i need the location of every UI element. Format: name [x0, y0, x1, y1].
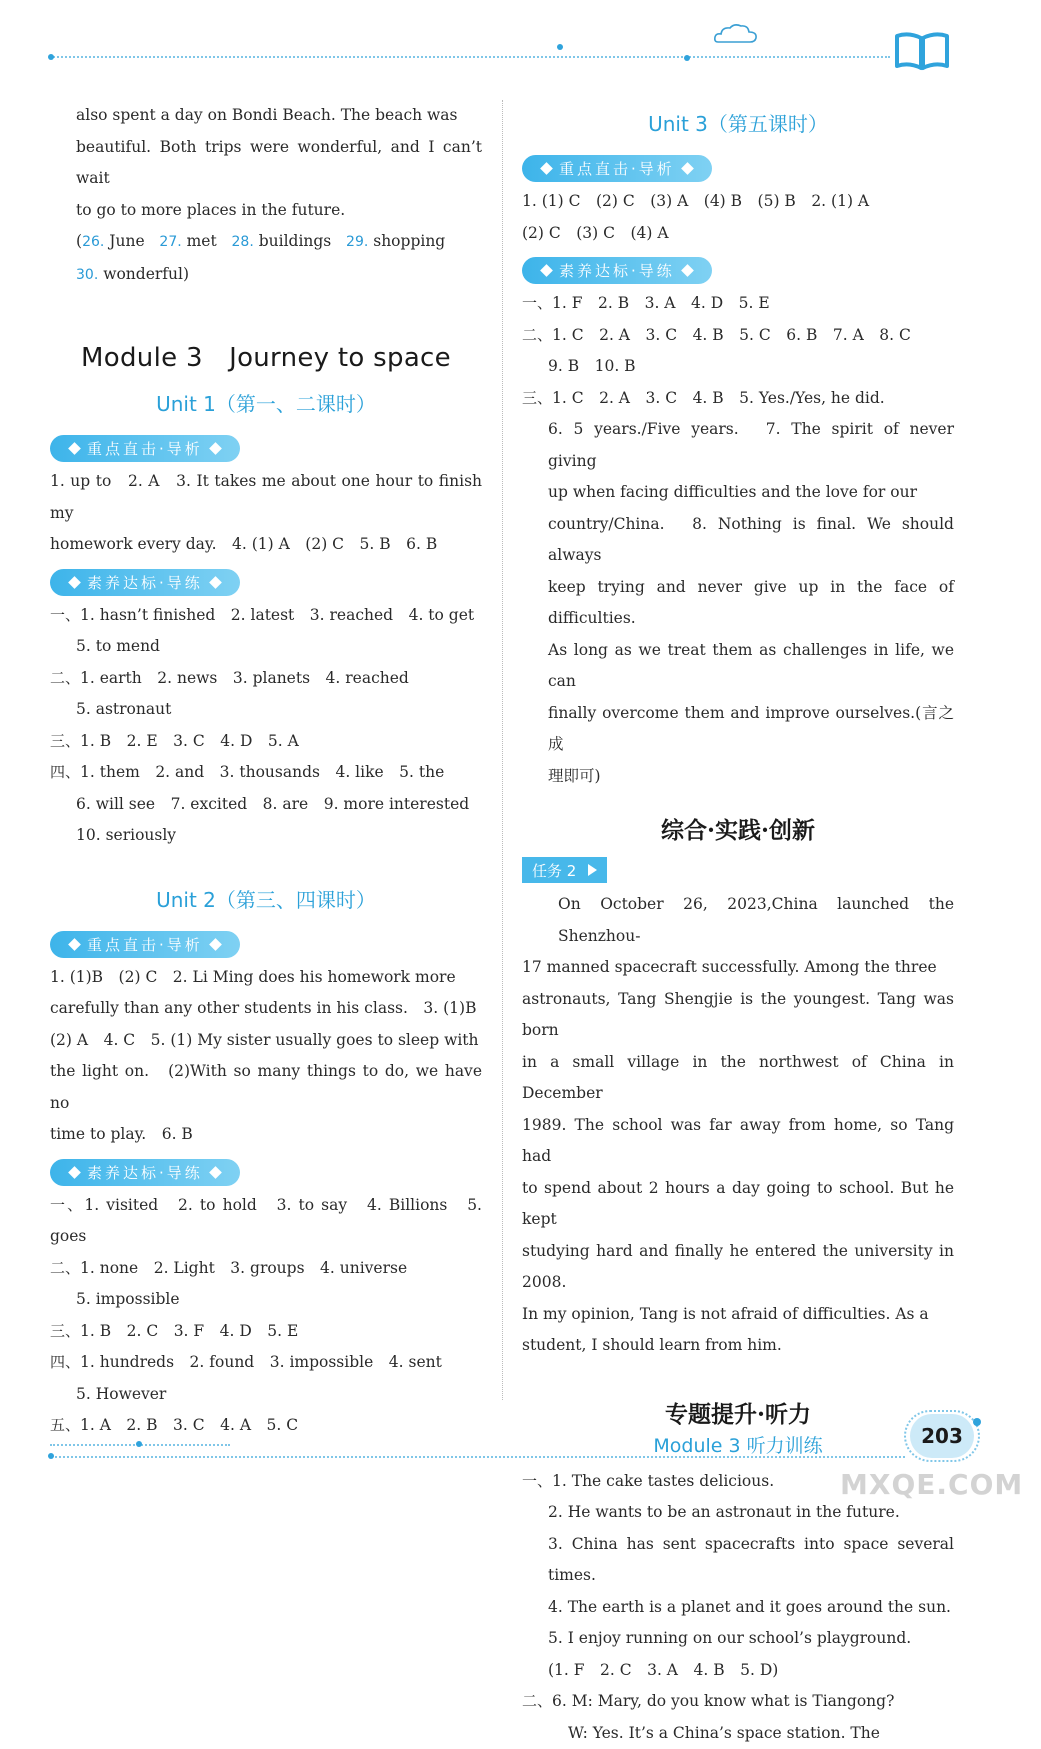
diamond-icon: [68, 938, 81, 951]
section-label: 三、: [50, 732, 80, 750]
answer-row: [50, 1379, 482, 1411]
answer-line: 1. (1) C (2) C (3) A (4) B (5) B 2. (1) A: [522, 186, 954, 218]
answer-number: 30.: [76, 267, 98, 283]
left-column: [50, 100, 482, 1442]
answer-line: 6. 5 years./Five years. 7. The spirit of never giving: [522, 414, 954, 477]
essay-line: student, I should learn from him.: [522, 1330, 954, 1362]
answer-line: finally overcome them and improve ourselves.(言之成: [522, 698, 954, 761]
answer-line: As long as we treat them as challenges in life, we can: [522, 635, 954, 698]
badge-label: 素养达标·导练: [87, 1162, 203, 1183]
unit1-badge-practice: [50, 569, 240, 596]
answer-line: carefully than any other students in his class. 3. (1)B: [50, 993, 482, 1025]
section-label: 一、: [50, 606, 80, 624]
answer-text: 1. F 2. B 3. A 4. D 5. E: [552, 294, 770, 312]
answer-text: 9. B 10. B: [548, 357, 636, 375]
answer-number: 27.: [159, 234, 181, 250]
answer-row: [50, 726, 482, 758]
listening-row: 3. China has sent spacecrafts into space several times.: [522, 1529, 954, 1592]
answer-text: 1. C 2. A 3. C 4. B 5. C 6. B 7. A 8. C: [552, 326, 911, 344]
right-column: [522, 100, 954, 1749]
footer-dot: [48, 1453, 54, 1459]
page-number: 203: [910, 1414, 974, 1458]
cloud-icon: [712, 22, 760, 46]
header-dot: [48, 54, 54, 60]
diamond-icon: [68, 442, 81, 455]
answer-row: [50, 694, 482, 726]
answer-text: 1. visited 2. to hold 3. to say 4. Billions 5. goes: [50, 1196, 482, 1246]
watermark: MXQE.COM: [840, 1468, 1023, 1501]
section-label: 一、: [522, 294, 552, 312]
paren-open: (: [76, 232, 82, 250]
spacer: [522, 792, 954, 812]
answer-text: 6. will see 7. excited 8. are 9. more interested: [76, 795, 469, 813]
answer-number: 29.: [346, 234, 368, 250]
footer-dotted-line: [50, 1456, 905, 1458]
listening-row: 4. The earth is a planet and it goes around the sun.: [522, 1592, 954, 1624]
answer-text: buildings: [259, 232, 332, 250]
answer-text: 1. B 2. C 3. F 4. D 5. E: [80, 1322, 298, 1340]
diamond-icon: [209, 1166, 222, 1179]
answer-line: the light on. (2)With so many things to do, we have no: [50, 1056, 482, 1119]
answer-row: [522, 320, 954, 352]
answer-row: [50, 1410, 482, 1442]
module-title: Module 3 Journey to space: [50, 337, 482, 374]
section-label: 四、: [50, 1353, 80, 1371]
section-label: 二、: [522, 1692, 552, 1710]
essay-line: In my opinion, Tang is not afraid of difficulties. As a: [522, 1299, 954, 1331]
section-label: 二、: [50, 669, 80, 687]
answer-row: [50, 600, 482, 632]
section-label: 二、: [50, 1259, 80, 1277]
task-label: 任务 2: [532, 860, 576, 881]
answer-line: (2) A 4. C 5. (1) My sister usually goes to sleep with: [50, 1025, 482, 1057]
section-label: 三、: [522, 389, 552, 407]
answer-line: time to play. 6. B: [50, 1119, 482, 1151]
play-arrow-icon: [588, 864, 597, 876]
listening-row: 2. He wants to be an astronaut in the future.: [522, 1497, 954, 1529]
answer-line: keep trying and never give up in the face of difficulties.: [522, 572, 954, 635]
task-tag: [522, 857, 607, 883]
answer-text: 1. The cake tastes delicious.: [552, 1472, 774, 1490]
answer-number: 28.: [232, 234, 254, 250]
answer-row: [50, 1284, 482, 1316]
intro-line: beautiful. Both trips were wonderful, and I can’t wait: [50, 132, 482, 195]
answer-line: country/China. 8. Nothing is final. We should always: [522, 509, 954, 572]
badge-label: 素养达标·导练: [559, 260, 675, 281]
answer-text: 10. seriously: [76, 826, 176, 844]
answer-row: [50, 1347, 482, 1379]
answer-text: 6. M: Mary, do you know what is Tiangong?: [552, 1692, 894, 1710]
listening-title: 专题提升·听力: [522, 1396, 954, 1429]
section-label: 五、: [50, 1416, 80, 1434]
intro-line: to go to more places in the future.: [50, 195, 482, 227]
essay-line: astronauts, Tang Shengjie is the youngest. Tang was born: [522, 984, 954, 1047]
footer-dot: [136, 1441, 142, 1447]
answer-text: 1. them 2. and 3. thousands 4. like 5. the: [80, 763, 444, 781]
unit1-title: Unit 1（第一、二课时）: [50, 388, 482, 417]
answer-text: 1. C 2. A 3. C 4. B 5. Yes./Yes, he did.: [552, 389, 885, 407]
section-label: 一、: [50, 1196, 84, 1214]
answer-text: 5. impossible: [76, 1290, 180, 1308]
section-label: 三、: [50, 1322, 80, 1340]
diamond-icon: [540, 162, 553, 175]
essay-line: 17 manned spacecraft successfully. Among the three: [522, 952, 954, 984]
answer-text: 5. astronaut: [76, 700, 171, 718]
answer-line: homework every day. 4. (1) A (2) C 5. B 6. B: [50, 529, 482, 561]
listening-row: 5. I enjoy running on our school’s playground.: [522, 1623, 954, 1655]
answer-text: 1. hasn’t finished 2. latest 3. reached 4. to get: [80, 606, 474, 624]
badge-label: 重点直击·导析: [87, 934, 203, 955]
answer-row: [522, 351, 954, 383]
answer-row: [522, 288, 954, 320]
answer-text: 1. none 2. Light 3. groups 4. universe: [80, 1259, 407, 1277]
intro-line: also spent a day on Bondi Beach. The beach was: [50, 100, 482, 132]
answer-row: [522, 383, 954, 415]
diamond-icon: [68, 576, 81, 589]
answer-row: [50, 757, 482, 789]
spacer: [50, 852, 482, 878]
listening-subtitle: Module 3 听力训练: [522, 1431, 954, 1458]
column-divider: [502, 100, 503, 1400]
answer-line: 1. up to 2. A 3. It takes me about one hour to finish my: [50, 466, 482, 529]
answer-row: [50, 820, 482, 852]
badge-label: 重点直击·导析: [559, 158, 675, 179]
intro-answers-cont: [50, 259, 482, 292]
answer-row: [50, 1190, 482, 1253]
diamond-icon: [540, 264, 553, 277]
listening-row: (1. F 2. C 3. A 4. B 5. D): [522, 1655, 954, 1687]
answer-text: met: [187, 232, 217, 250]
essay-line: studying hard and finally he entered the university in 2008.: [522, 1236, 954, 1299]
essay-line: 1989. The school was far away from home, so Tang had: [522, 1110, 954, 1173]
essay-line: On October 26, 2023,China launched the Shenzhou-: [522, 889, 954, 952]
practice-title: 综合·实践·创新: [522, 812, 954, 845]
listening-row: W: Yes. It’s a China’s space station. The: [522, 1718, 954, 1749]
unit2-title: Unit 2（第三、四课时）: [50, 884, 482, 913]
book-icon: [893, 28, 951, 74]
essay-line: in a small village in the northwest of China in December: [522, 1047, 954, 1110]
answer-row: [50, 1253, 482, 1285]
essay-line: to spend about 2 hours a day going to school. But he kept: [522, 1173, 954, 1236]
unit1-badge-guide: [50, 435, 240, 462]
diamond-icon: [209, 442, 222, 455]
answer-line: up when facing difficulties and the love for our: [522, 477, 954, 509]
answer-text: 5. to mend: [76, 637, 160, 655]
header-dotted-line: [50, 56, 890, 58]
answer-line: 1. (1)B (2) C 2. Li Ming does his homework more: [50, 962, 482, 994]
answer-text: wonderful): [103, 265, 189, 283]
answer-row: [50, 663, 482, 695]
header-dot: [557, 44, 563, 50]
answer-text: shopping: [373, 232, 445, 250]
answer-line: (2) C (3) C (4) A: [522, 218, 954, 250]
diamond-icon: [681, 162, 694, 175]
answer-line: 理即可): [522, 761, 954, 793]
unit2-badge-guide: [50, 931, 240, 958]
diamond-icon: [209, 576, 222, 589]
answer-text: June: [109, 232, 144, 250]
unit3-badge-practice: [522, 257, 712, 284]
section-label: 一、: [522, 1472, 552, 1490]
unit3-title: Unit 3（第五课时）: [522, 108, 954, 137]
page-number-dot: [973, 1418, 981, 1426]
answer-text: 1. B 2. E 3. C 4. D 5. A: [80, 732, 299, 750]
intro-answers: [50, 226, 482, 259]
unit3-badge-guide: [522, 155, 712, 182]
answer-text: 1. hundreds 2. found 3. impossible 4. sent: [80, 1353, 442, 1371]
answer-row: [50, 1316, 482, 1348]
section-label: 二、: [522, 326, 552, 344]
answer-text: 5. However: [76, 1385, 166, 1403]
answer-number: 26.: [82, 234, 104, 250]
diamond-icon: [209, 938, 222, 951]
diamond-icon: [68, 1166, 81, 1179]
answer-text: 1. earth 2. news 3. planets 4. reached: [80, 669, 409, 687]
section-label: 四、: [50, 763, 80, 781]
unit2-badge-practice: [50, 1159, 240, 1186]
header-dot: [684, 55, 690, 61]
diamond-icon: [681, 264, 694, 277]
answer-row: [50, 631, 482, 663]
spacer: [522, 1362, 954, 1396]
listening-row: [522, 1686, 954, 1718]
badge-label: 重点直击·导析: [87, 438, 203, 459]
badge-label: 素养达标·导练: [87, 572, 203, 593]
answer-row: [50, 789, 482, 821]
answer-text: 1. A 2. B 3. C 4. A 5. C: [80, 1416, 298, 1434]
